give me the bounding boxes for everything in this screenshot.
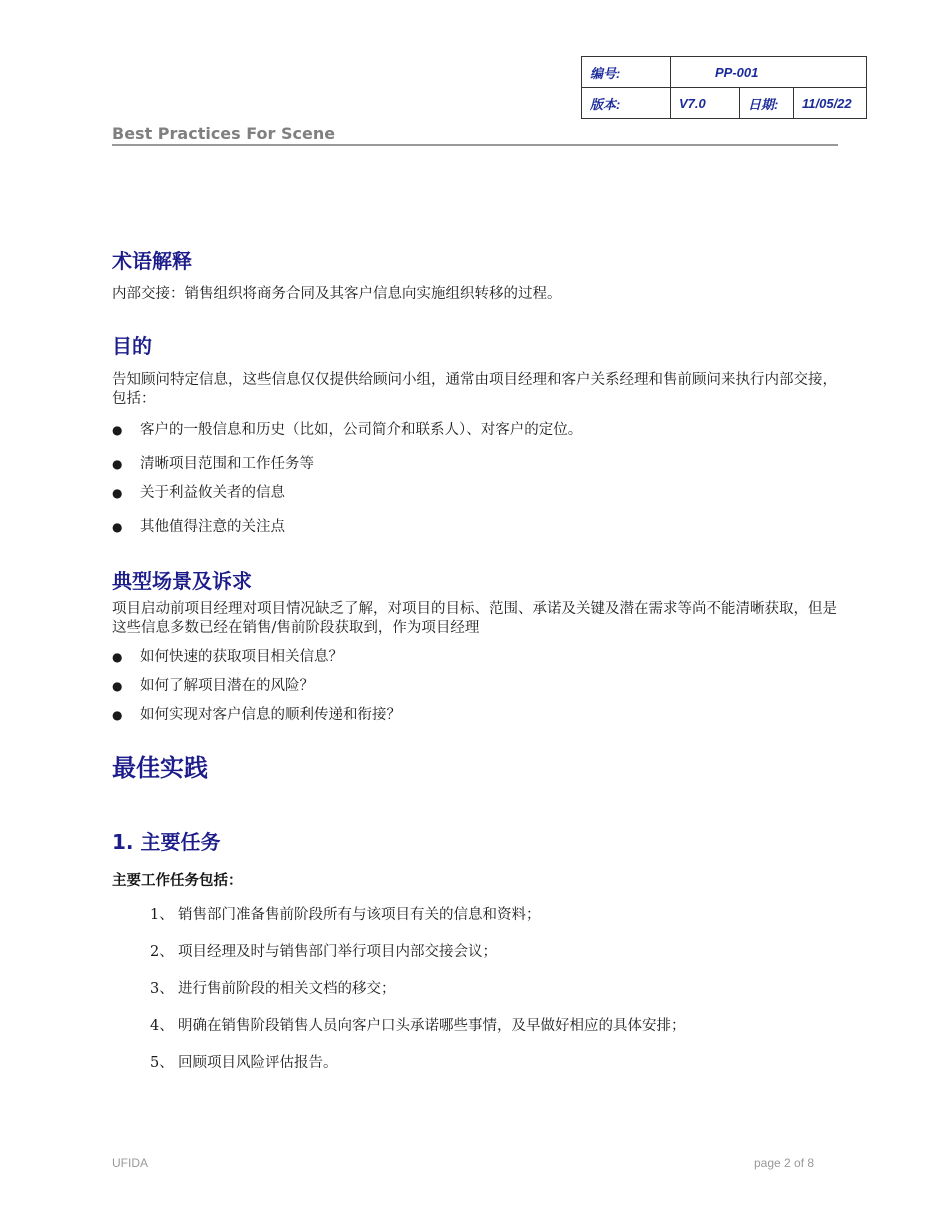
task-number: 3、 [150, 981, 174, 997]
bullet-text: 关于利益攸关者的信息 [140, 485, 285, 501]
task-number: 5、 [150, 1055, 174, 1071]
header-divider [112, 144, 838, 146]
task-item [150, 1054, 338, 1073]
number-value: PP-001 [671, 57, 867, 88]
bullet-text: 如何实现对客户信息的顺利传递和衔接？ [140, 707, 401, 723]
bullet-dot: ● [112, 486, 123, 500]
task-number: 4、 [150, 1018, 174, 1034]
bullet-dot: ● [112, 457, 123, 471]
footer-page-number: page 2 of 8 [754, 1156, 815, 1170]
bullet-dot: ● [112, 679, 123, 693]
bullet-dot: ● [112, 423, 123, 437]
bullet-text: 清晰项目范围和工作任务等 [140, 456, 314, 472]
scenario-heading: 典型场景及诉求 [112, 569, 252, 593]
footer-company: UFIDA [112, 1156, 148, 1170]
date-label: 日期: [740, 88, 794, 119]
document-title: Best Practices For Scene [112, 124, 336, 143]
task-text: 回顾项目风险评估报告。 [178, 1055, 338, 1071]
task-number: 1、 [150, 907, 174, 923]
task-text: 进行售前阶段的相关文档的移交； [178, 981, 396, 997]
bullet-dot: ● [112, 520, 123, 534]
task-text: 明确在销售阶段销售人员向客户口头承诺哪些事情，及早做好相应的具体安排； [178, 1018, 686, 1034]
task-item [150, 906, 541, 925]
number-label: 编号: [582, 57, 671, 88]
bullet-text: 客户的一般信息和历史（比如，公司简介和联系人）、对客户的定位。 [140, 422, 583, 438]
document-info-table [581, 56, 867, 119]
version-label: 版本: [582, 88, 671, 119]
task-item [150, 943, 497, 962]
task-text: 项目经理及时与销售部门举行项目内部交接会议； [178, 944, 497, 960]
purpose-heading: 目的 [112, 334, 152, 358]
bullet-text: 其他值得注意的关注点 [140, 519, 285, 535]
bullet-text: 如何了解项目潜在的风险？ [140, 678, 314, 694]
date-value: 11/05/22 [794, 88, 867, 119]
bullet-dot: ● [112, 650, 123, 664]
best-practice-heading: 最佳实践 [112, 754, 208, 782]
bullet-text: 如何快速的获取项目相关信息？ [140, 649, 343, 665]
purpose-text: 告知顾问特定信息，这些信息仅仅提供给顾问小组，通常由项目经理和客户关系经理和售前顾问来执行内部交接，包括： [112, 372, 837, 407]
bullet-dot: ● [112, 708, 123, 722]
scenario-text: 项目启动前项目经理对项目情况缺乏了解，对项目的目标、范围、承诺及关键及潜在需求等尚不能清晰获取，但是这些信息多数已经在销售/售前阶段获取到，作为项目经理 [112, 601, 837, 636]
terms-text: 内部交接：销售组织将商务合同及其客户信息向实施组织转移的过程。 [112, 286, 562, 302]
main-tasks-subheading: 主要工作任务包括： [112, 872, 243, 889]
main-tasks-heading: 1. 主要任务 [112, 830, 221, 854]
task-number: 2、 [150, 944, 174, 960]
terms-heading: 术语解释 [112, 249, 192, 273]
task-item [150, 1017, 686, 1036]
task-text: 销售部门准备售前阶段所有与该项目有关的信息和资料； [178, 907, 541, 923]
task-item [150, 980, 396, 999]
version-value: V7.0 [671, 88, 740, 119]
